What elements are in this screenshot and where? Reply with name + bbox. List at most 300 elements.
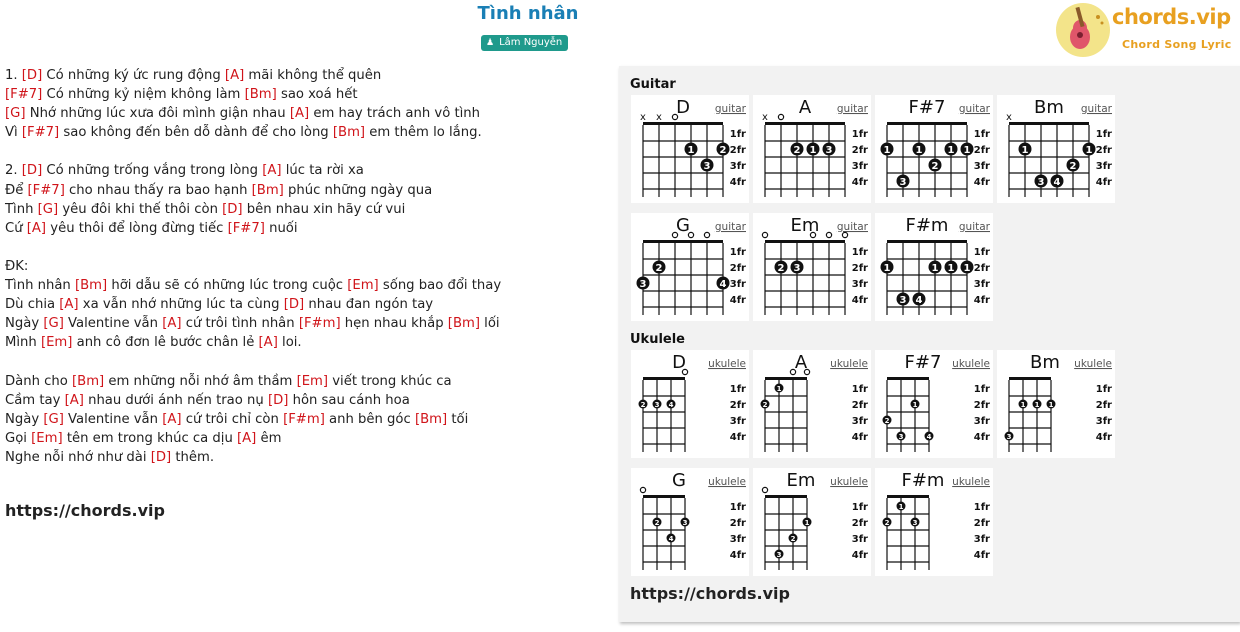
finger-dot bbox=[717, 143, 730, 157]
site-logo[interactable] bbox=[1056, 3, 1236, 61]
fret-label: 3fr bbox=[1095, 416, 1112, 427]
chord-F#7[interactable]: [F#7] bbox=[21, 125, 60, 141]
lyric-line bbox=[5, 200, 501, 219]
svg-text:1: 1 bbox=[963, 263, 971, 274]
finger-dot bbox=[881, 143, 894, 157]
finger-dot bbox=[913, 293, 926, 307]
chord-Bm[interactable]: [Bm] bbox=[414, 411, 448, 427]
finger-dot bbox=[803, 518, 812, 528]
lyric-text: hẹn nhau khắp bbox=[340, 316, 448, 332]
footer-url[interactable]: https://chords.vip bbox=[5, 501, 165, 520]
lyric-text: Tình nhân bbox=[5, 278, 75, 294]
svg-text:2: 2 bbox=[654, 519, 660, 527]
finger-dot bbox=[701, 159, 714, 173]
lyric-line bbox=[5, 333, 501, 352]
finger-dot bbox=[1033, 400, 1042, 410]
svg-text:3: 3 bbox=[1006, 433, 1012, 441]
fret-label: 4fr bbox=[851, 432, 868, 443]
chord-Bm[interactable]: [Bm] bbox=[251, 182, 284, 198]
fret-label: 2fr bbox=[729, 400, 746, 411]
chord-name: Bm bbox=[1034, 97, 1064, 118]
chord-panel bbox=[619, 66, 1240, 622]
svg-text:2: 2 bbox=[884, 519, 890, 527]
svg-text:1: 1 bbox=[776, 385, 782, 393]
finger-dot bbox=[717, 277, 730, 291]
chord-diagram bbox=[875, 468, 993, 576]
fret-label: 2fr bbox=[973, 145, 990, 156]
chord-diagram bbox=[753, 95, 871, 203]
finger-dot bbox=[925, 432, 934, 442]
chord-A[interactable]: [A] bbox=[26, 220, 47, 236]
chord-name: G bbox=[676, 215, 690, 236]
open-string-marker bbox=[778, 114, 783, 119]
chord-G[interactable]: [G] bbox=[5, 106, 26, 122]
fret-label: 1fr bbox=[851, 384, 868, 395]
guitar-chord-card[interactable] bbox=[631, 95, 749, 203]
fret-label: 2fr bbox=[729, 263, 746, 274]
lyric-line bbox=[5, 219, 501, 238]
muted-string-marker: x bbox=[656, 112, 662, 123]
lyric-text: Để bbox=[5, 182, 28, 198]
fret-label: 4fr bbox=[973, 550, 990, 561]
logo-text: chords.vip bbox=[1112, 5, 1231, 29]
chord-Em[interactable]: [Em] bbox=[296, 373, 329, 389]
lyric-text: hỡi dẫu sẽ có những lúc trong cuộc bbox=[107, 278, 348, 294]
instrument-link: guitar bbox=[958, 221, 990, 233]
svg-text:3: 3 bbox=[1037, 177, 1045, 188]
finger-dot bbox=[911, 400, 920, 410]
lyric-text: anh bên góc bbox=[324, 411, 415, 427]
fret-label: 2fr bbox=[973, 518, 990, 529]
chord-diagram bbox=[875, 95, 993, 203]
muted-string-marker: x bbox=[640, 112, 646, 123]
finger-dot bbox=[807, 143, 820, 157]
finger-dot bbox=[639, 400, 648, 410]
guitar-chord-card[interactable] bbox=[875, 213, 993, 321]
fret-label: 3fr bbox=[729, 416, 746, 427]
instrument-link: guitar bbox=[714, 221, 746, 233]
chord-name: F#7 bbox=[908, 97, 946, 118]
song-title: Tình nhân bbox=[477, 3, 579, 24]
author-name: Lâm Nguyễn bbox=[499, 37, 563, 48]
fret-label: 3fr bbox=[973, 416, 990, 427]
lyric-line bbox=[5, 66, 501, 85]
finger-dot bbox=[897, 432, 906, 442]
lyric-line bbox=[5, 85, 501, 104]
fret-label: 2fr bbox=[973, 400, 990, 411]
finger-dot bbox=[1019, 143, 1032, 157]
fret-label: 3fr bbox=[851, 534, 868, 545]
svg-text:1: 1 bbox=[947, 145, 955, 156]
chord-diagram bbox=[997, 350, 1115, 458]
chord-F#m[interactable]: [F#m] bbox=[283, 411, 325, 427]
lyric-text: Valentine vẫn bbox=[63, 411, 163, 427]
instrument-link: ukulele bbox=[1074, 358, 1112, 370]
chord-diagram bbox=[753, 213, 871, 321]
lyric-text: Dù chia bbox=[5, 297, 60, 313]
finger-dot bbox=[897, 175, 910, 189]
fret-label: 4fr bbox=[851, 295, 868, 306]
svg-text:1: 1 bbox=[1085, 145, 1093, 156]
lyric-text: em hay trách anh vô tình bbox=[309, 106, 480, 122]
finger-dot bbox=[1051, 175, 1064, 189]
lyric-text: anh cô đơn lê bước chân lẻ bbox=[72, 335, 259, 351]
fret-label: 4fr bbox=[729, 177, 746, 188]
chord-diagram bbox=[631, 95, 749, 203]
chord-diagram bbox=[631, 350, 749, 458]
ukulele-chord-card[interactable] bbox=[753, 350, 871, 458]
lyric-text: sao không đến bên dỗ dành để cho lòng bbox=[59, 125, 333, 141]
svg-text:1: 1 bbox=[809, 145, 817, 156]
fret-label: 2fr bbox=[1095, 145, 1112, 156]
fret-label: 3fr bbox=[973, 279, 990, 290]
fret-label: 4fr bbox=[973, 177, 990, 188]
guitar-logo-icon bbox=[1056, 3, 1110, 57]
fret-label: 2fr bbox=[1095, 400, 1112, 411]
svg-text:2: 2 bbox=[884, 417, 890, 425]
lyric-text: Nghe nỗi nhớ như dài bbox=[5, 449, 151, 465]
muted-string-marker: x bbox=[762, 112, 768, 123]
chord-D[interactable]: [D] bbox=[21, 68, 43, 83]
fret-label: 2fr bbox=[729, 518, 746, 529]
lyric-line bbox=[5, 314, 501, 333]
svg-text:1: 1 bbox=[1021, 145, 1029, 156]
svg-text:1: 1 bbox=[1020, 401, 1026, 409]
chord-Em[interactable]: [Em] bbox=[347, 278, 379, 294]
svg-text:1: 1 bbox=[687, 145, 695, 156]
lyric-text: yêu đôi khi thế thôi còn bbox=[58, 201, 223, 217]
lyric-line bbox=[5, 429, 501, 448]
fret-label: 4fr bbox=[1095, 177, 1112, 188]
finger-dot bbox=[897, 293, 910, 307]
instrument-link: guitar bbox=[714, 103, 746, 115]
chord-Em[interactable]: [Em] bbox=[40, 335, 73, 351]
fret-label: 1fr bbox=[851, 502, 868, 513]
fret-label: 1fr bbox=[851, 247, 868, 258]
chord-Bm[interactable]: [Bm] bbox=[447, 316, 480, 332]
finger-dot bbox=[791, 143, 804, 157]
fret-label: 4fr bbox=[1095, 432, 1112, 443]
chord-name: F#m bbox=[901, 470, 945, 491]
chord-Bm[interactable]: [Bm] bbox=[74, 278, 108, 294]
fret-label: 3fr bbox=[1095, 161, 1112, 172]
lyric-text: cứ trôi chỉ còn bbox=[181, 411, 284, 427]
guitar-chord-card[interactable] bbox=[631, 213, 749, 321]
svg-text:2: 2 bbox=[640, 401, 646, 409]
svg-text:2: 2 bbox=[931, 161, 939, 172]
fret-label: 4fr bbox=[729, 295, 746, 306]
instrument-link: ukulele bbox=[708, 358, 746, 370]
svg-text:2: 2 bbox=[1069, 161, 1077, 172]
fret-label: 2fr bbox=[851, 145, 868, 156]
lyric-line bbox=[5, 352, 501, 371]
lyric-text: thêm. bbox=[171, 449, 215, 465]
lyric-text: lối bbox=[479, 316, 500, 332]
lyric-line bbox=[5, 161, 501, 180]
lyric-text: tên em trong khúc ca dịu bbox=[62, 430, 237, 446]
fret-label: 1fr bbox=[729, 247, 746, 258]
lyric-text: em những nỗi nhớ âm thầm bbox=[104, 373, 297, 389]
fret-label: 2fr bbox=[851, 400, 868, 411]
finger-dot bbox=[789, 534, 798, 544]
chord-D[interactable]: [D] bbox=[150, 449, 172, 465]
ukulele-chord-card[interactable] bbox=[997, 350, 1115, 458]
finger-dot bbox=[945, 261, 958, 275]
fret-label: 4fr bbox=[851, 550, 868, 561]
finger-dot bbox=[929, 159, 942, 173]
lyric-text: Cầm tay bbox=[5, 392, 65, 408]
chord-F#m[interactable]: [F#m] bbox=[298, 316, 341, 332]
open-string-marker bbox=[704, 232, 709, 237]
fret-label: 3fr bbox=[729, 161, 746, 172]
fret-label: 3fr bbox=[851, 416, 868, 427]
chord-D[interactable]: [D] bbox=[283, 297, 305, 313]
lyric-line bbox=[5, 142, 501, 161]
chord-D[interactable]: [D] bbox=[267, 392, 289, 408]
lyric-text: Có những kỷ niệm không làm bbox=[42, 87, 245, 103]
svg-text:2: 2 bbox=[762, 401, 768, 409]
svg-text:1: 1 bbox=[804, 519, 810, 527]
lyric-text: cứ trôi tình nhân bbox=[181, 316, 299, 332]
ukulele-chord-card[interactable] bbox=[875, 350, 993, 458]
chord-name: D bbox=[676, 97, 690, 118]
instrument-link: ukulele bbox=[708, 476, 746, 488]
lyric-line bbox=[5, 448, 501, 467]
svg-text:1: 1 bbox=[912, 401, 918, 409]
fret-label: 1fr bbox=[729, 384, 746, 395]
chord-A[interactable]: [A] bbox=[258, 335, 278, 351]
chord-G[interactable]: [G] bbox=[43, 316, 64, 332]
lyric-line bbox=[5, 391, 501, 410]
lyric-text: ĐK: bbox=[5, 258, 29, 274]
chord-diagram bbox=[753, 350, 871, 458]
guitar-chord-card[interactable] bbox=[875, 95, 993, 203]
lyric-text: Nhớ những lúc xưa đôi mình giận nhau bbox=[25, 106, 290, 122]
fret-label: 4fr bbox=[973, 295, 990, 306]
guitar-chord-card[interactable] bbox=[753, 95, 871, 203]
fret-label: 3fr bbox=[729, 279, 746, 290]
lyric-line bbox=[5, 104, 501, 123]
lyric-text: em thêm lo lắng. bbox=[365, 125, 482, 141]
chord-F#7[interactable]: [F#7] bbox=[5, 87, 43, 103]
chord-name: D bbox=[672, 352, 686, 373]
chord-D[interactable]: [D] bbox=[222, 201, 243, 217]
finger-dot bbox=[883, 518, 892, 528]
chord-F#7[interactable]: [F#7] bbox=[227, 220, 265, 236]
ukulele-chord-card[interactable] bbox=[875, 468, 993, 576]
lyric-line bbox=[5, 181, 501, 200]
chord-A[interactable]: [A] bbox=[162, 411, 182, 427]
instrument-link: ukulele bbox=[952, 476, 990, 488]
svg-text:1: 1 bbox=[883, 145, 891, 156]
lyric-text: mãi không thể quên bbox=[244, 68, 382, 83]
chord-name: Em bbox=[790, 215, 820, 236]
finger-dot bbox=[1035, 175, 1048, 189]
fret-label: 1fr bbox=[973, 384, 990, 395]
chord-Bm[interactable]: [Bm] bbox=[244, 87, 277, 103]
chord-diagram bbox=[631, 213, 749, 321]
lyric-text: phúc những ngày qua bbox=[283, 182, 433, 198]
finger-dot bbox=[775, 550, 784, 560]
ukulele-chord-card[interactable] bbox=[631, 350, 749, 458]
svg-text:4: 4 bbox=[668, 535, 674, 543]
fret-label: 1fr bbox=[729, 502, 746, 513]
instrument-link: guitar bbox=[1080, 103, 1112, 115]
fret-label: 2fr bbox=[973, 263, 990, 274]
author-badge[interactable] bbox=[481, 35, 568, 51]
lyric-text: xa vẫn nhớ những lúc ta cùng bbox=[78, 297, 284, 313]
lyric-text: bên nhau xin hãy cứ vui bbox=[242, 201, 406, 217]
lyric-line bbox=[5, 276, 501, 295]
chord-A[interactable]: [A] bbox=[262, 163, 282, 179]
finger-dot bbox=[637, 277, 650, 291]
lyric-line bbox=[5, 295, 501, 314]
finger-dot bbox=[929, 261, 942, 275]
chord-diagram bbox=[631, 468, 749, 576]
user-icon: ♟ bbox=[486, 38, 495, 48]
fret-label: 1fr bbox=[1095, 129, 1112, 140]
chord-A[interactable]: [A] bbox=[64, 392, 84, 408]
fret-label: 1fr bbox=[1095, 384, 1112, 395]
finger-dot bbox=[761, 400, 770, 410]
lyric-text: tối bbox=[447, 411, 469, 427]
lyric-text: viết trong khúc ca bbox=[328, 373, 452, 389]
fret-label: 1fr bbox=[973, 502, 990, 513]
finger-dot bbox=[961, 261, 974, 275]
finger-dot bbox=[667, 400, 676, 410]
svg-text:3: 3 bbox=[703, 161, 711, 172]
instrument-link: ukulele bbox=[830, 358, 868, 370]
chord-Bm[interactable]: [Bm] bbox=[72, 373, 105, 389]
lyric-text: Có những trống vắng trong lòng bbox=[42, 163, 263, 179]
chord-name: F#7 bbox=[904, 352, 942, 373]
svg-text:1: 1 bbox=[915, 145, 923, 156]
guitar-chord-card[interactable] bbox=[997, 95, 1115, 203]
chord-Em[interactable]: [Em] bbox=[31, 430, 63, 446]
fret-label: 1fr bbox=[973, 129, 990, 140]
finger-dot bbox=[911, 518, 920, 528]
finger-dot bbox=[775, 384, 784, 394]
svg-text:3: 3 bbox=[793, 263, 801, 274]
lyric-text: hôn sau cánh hoa bbox=[288, 392, 410, 408]
ukulele-chord-card[interactable] bbox=[753, 468, 871, 576]
lyric-text: êm bbox=[256, 430, 282, 446]
svg-text:1: 1 bbox=[931, 263, 939, 274]
svg-text:4: 4 bbox=[1053, 177, 1061, 188]
fret-label: 2fr bbox=[729, 145, 746, 156]
svg-text:3: 3 bbox=[825, 145, 833, 156]
svg-text:1: 1 bbox=[1034, 401, 1040, 409]
ukulele-chord-card[interactable] bbox=[631, 468, 749, 576]
finger-dot bbox=[881, 261, 894, 275]
svg-text:2: 2 bbox=[777, 263, 785, 274]
finger-dot bbox=[1083, 143, 1096, 157]
finger-dot bbox=[791, 261, 804, 275]
lyric-text: Dành cho bbox=[5, 373, 73, 389]
finger-dot bbox=[1019, 400, 1028, 410]
svg-text:4: 4 bbox=[719, 279, 727, 290]
chord-name: Em bbox=[786, 470, 816, 491]
chord-G[interactable]: [G] bbox=[43, 411, 64, 427]
svg-text:1: 1 bbox=[898, 503, 904, 511]
svg-text:4: 4 bbox=[668, 401, 674, 409]
fret-label: 4fr bbox=[729, 432, 746, 443]
svg-text:1: 1 bbox=[883, 263, 891, 274]
chord-F#7[interactable]: [F#7] bbox=[27, 182, 65, 198]
svg-text:3: 3 bbox=[654, 401, 660, 409]
chord-G[interactable]: [G] bbox=[37, 201, 59, 217]
chord-diagram bbox=[997, 95, 1115, 203]
finger-dot bbox=[1005, 432, 1014, 442]
finger-dot bbox=[883, 416, 892, 426]
chord-Bm[interactable]: [Bm] bbox=[332, 125, 366, 141]
lyric-line bbox=[5, 410, 501, 429]
lyric-text: 1. bbox=[5, 68, 22, 83]
svg-text:3: 3 bbox=[899, 177, 907, 188]
guitar-heading: Guitar bbox=[630, 77, 676, 92]
chord-A[interactable]: [A] bbox=[237, 430, 257, 446]
chord-D[interactable]: [D] bbox=[21, 163, 43, 179]
fret-label: 3fr bbox=[973, 534, 990, 545]
svg-text:4: 4 bbox=[926, 433, 932, 441]
svg-text:2: 2 bbox=[655, 263, 663, 274]
lyrics bbox=[5, 66, 501, 467]
svg-text:2: 2 bbox=[793, 145, 801, 156]
lyric-line bbox=[5, 238, 501, 257]
open-string-marker bbox=[762, 232, 767, 237]
lyric-text: sao xoá hết bbox=[276, 87, 358, 103]
chord-A[interactable]: [A] bbox=[289, 106, 310, 122]
panel-url[interactable]: https://chords.vip bbox=[630, 584, 790, 603]
fret-label: 1fr bbox=[973, 247, 990, 258]
finger-dot bbox=[1047, 400, 1056, 410]
finger-dot bbox=[653, 518, 662, 528]
finger-dot bbox=[897, 502, 906, 512]
finger-dot bbox=[913, 143, 926, 157]
chord-A[interactable]: [A] bbox=[224, 68, 245, 83]
svg-text:2: 2 bbox=[790, 535, 796, 543]
svg-text:1: 1 bbox=[963, 145, 971, 156]
svg-text:3: 3 bbox=[682, 519, 688, 527]
open-string-marker bbox=[762, 487, 767, 492]
lyric-text: sống bao đổi thay bbox=[378, 278, 502, 294]
chord-A[interactable]: [A] bbox=[162, 316, 182, 332]
fret-label: 1fr bbox=[729, 129, 746, 140]
chord-A[interactable]: [A] bbox=[59, 297, 79, 313]
instrument-link: guitar bbox=[958, 103, 990, 115]
finger-dot bbox=[681, 518, 690, 528]
instrument-link: guitar bbox=[836, 221, 868, 233]
guitar-chord-card[interactable] bbox=[753, 213, 871, 321]
svg-text:1: 1 bbox=[1048, 401, 1054, 409]
chord-name: A bbox=[798, 97, 812, 118]
instrument-link: ukulele bbox=[830, 476, 868, 488]
lyric-text: Mình bbox=[5, 335, 41, 351]
finger-dot bbox=[945, 143, 958, 157]
open-string-marker bbox=[640, 487, 645, 492]
chord-name: A bbox=[794, 352, 808, 373]
lyric-text: Ngày bbox=[5, 316, 44, 332]
fret-label: 3fr bbox=[851, 279, 868, 290]
svg-text:3: 3 bbox=[912, 519, 918, 527]
fret-label: 3fr bbox=[851, 161, 868, 172]
lyric-text: Valentine vẫn bbox=[63, 316, 163, 332]
chord-name: Bm bbox=[1030, 352, 1060, 373]
instrument-link: ukulele bbox=[952, 358, 990, 370]
chord-name: F#m bbox=[905, 215, 949, 236]
lyric-text: Ngày bbox=[5, 411, 44, 427]
svg-text:1: 1 bbox=[947, 263, 955, 274]
